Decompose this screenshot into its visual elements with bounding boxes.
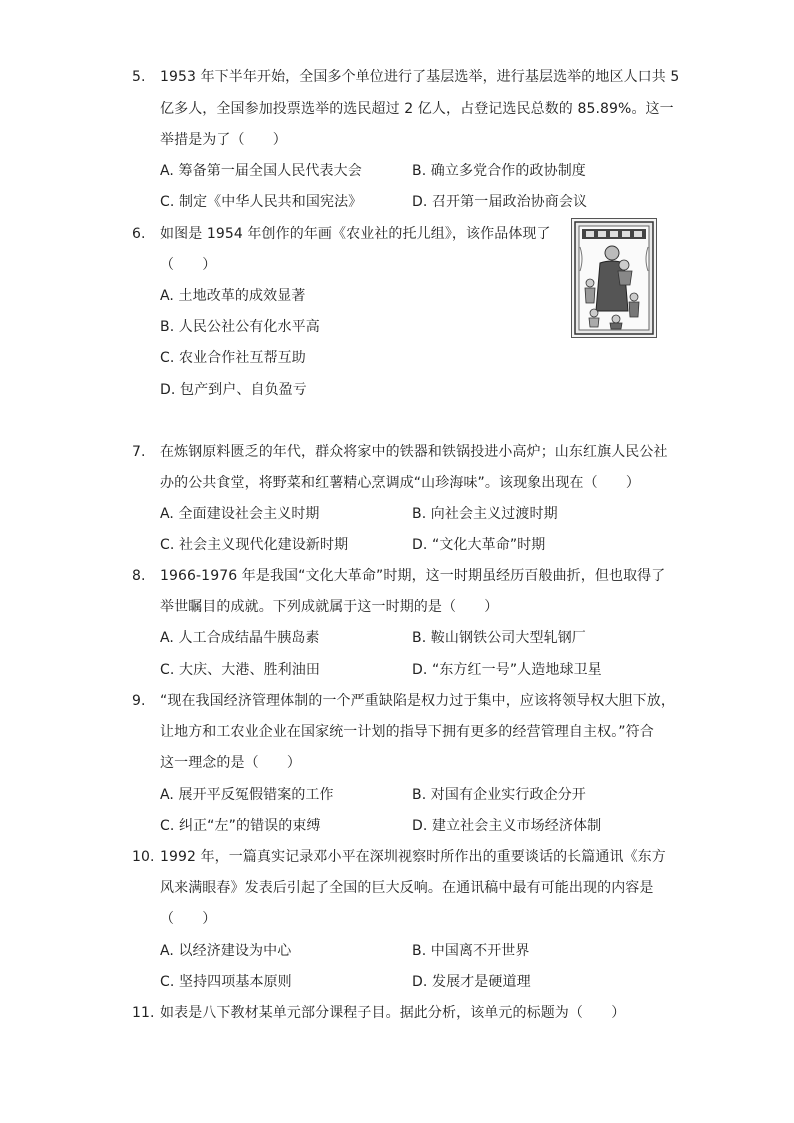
question-stem-line: 风来满眼春》发表后引起了全国的巨大反响。在通讯稿中最有可能出现的内容是 bbox=[160, 880, 654, 896]
question-number: 7. bbox=[132, 444, 146, 460]
option-c: C. 制定《中华人民共和国宪法》 bbox=[160, 194, 363, 210]
option-b: B. 对国有企业实行政企分开 bbox=[412, 787, 586, 803]
option-a: A. 展开平反冤假错案的工作 bbox=[160, 787, 334, 803]
question-stem-line: 在炼钢原料匮乏的年代，群众将家中的铁器和铁锅投进小高炉；山东红旗人民公社 bbox=[160, 444, 668, 460]
question-stem-line: 这一理念的是（ ） bbox=[160, 755, 301, 771]
question-number: 10. bbox=[132, 849, 155, 865]
option-a: A. 全面建设社会主义时期 bbox=[160, 506, 320, 522]
question-number: 9. bbox=[132, 693, 146, 709]
question-stem-line: 举世瞩目的成就。下列成就属于这一时期的是（ ） bbox=[160, 599, 499, 615]
question-number: 5. bbox=[132, 69, 146, 85]
option-c: C. 坚持四项基本原则 bbox=[160, 974, 292, 990]
option-d: D. 发展才是硬道理 bbox=[412, 974, 531, 990]
option-d: D. 建立社会主义市场经济体制 bbox=[412, 818, 602, 834]
option-b: B. 确立多党合作的政协制度 bbox=[412, 163, 586, 179]
option-b: B. 人民公社公有化水平高 bbox=[160, 319, 320, 335]
question-stem-line: 让地方和工农业企业在国家统一计划的指导下拥有更多的经营管理自主权。”符合 bbox=[160, 724, 654, 740]
new-year-painting-image bbox=[571, 218, 657, 338]
option-d: D. 包产到户、自负盈亏 bbox=[160, 382, 307, 398]
question-stem-line: 亿多人，全国参加投票选举的选民超过 2 亿人，占登记选民总数的 85.89%。这一 bbox=[160, 101, 674, 117]
option-d: D. “东方红一号”人造地球卫星 bbox=[412, 662, 602, 678]
option-d: D. 召开第一届政治协商会议 bbox=[412, 194, 588, 210]
question-stem-line: “现在我国经济管理体制的一个严重缺陷是权力过于集中，应该将领导权大胆下放， bbox=[160, 693, 675, 709]
question-number: 6. bbox=[132, 226, 146, 242]
option-b: B. 鞍山钢铁公司大型轧钢厂 bbox=[412, 630, 586, 646]
option-a: A. 人工合成结晶牛胰岛素 bbox=[160, 630, 320, 646]
option-b: B. 向社会主义过渡时期 bbox=[412, 506, 558, 522]
question-number: 8. bbox=[132, 568, 146, 584]
question-stem-line: 如表是八下教材某单元部分课程子目。据此分析，该单元的标题为（ ） bbox=[160, 1005, 626, 1021]
option-a: A. 筹备第一届全国人民代表大会 bbox=[160, 163, 362, 179]
option-d: D. “文化大革命”时期 bbox=[412, 537, 546, 553]
question-stem-line: 1953 年下半年开始，全国多个单位进行了基层选举，进行基层选举的地区人口共 5 bbox=[160, 69, 680, 85]
question-stem-line: （ ） bbox=[160, 257, 217, 273]
question-stem-line: 如图是 1954 年创作的年画《农业社的托儿组》，该作品体现了 bbox=[160, 226, 551, 242]
option-c: C. 纠正“左”的错误的束缚 bbox=[160, 818, 321, 834]
question-stem-line: 举措是为了（ ） bbox=[160, 132, 287, 148]
option-a: A. 以经济建设为中心 bbox=[160, 943, 292, 959]
option-b: B. 中国离不开世界 bbox=[412, 943, 530, 959]
question-stem-line: 1992 年，一篇真实记录邓小平在深圳视察时所作出的重要谈话的长篇通讯《东方 bbox=[160, 849, 666, 865]
question-stem-line: 1966-1976 年是我国“文化大革命”时期，这一时期虽经历百般曲折，但也取得了 bbox=[160, 568, 666, 584]
option-c: C. 社会主义现代化建设新时期 bbox=[160, 537, 349, 553]
option-a: A. 土地改革的成效显著 bbox=[160, 288, 306, 304]
question-stem-line: 办的公共食堂，将野菜和红薯精心烹调成“山珍海味”。该现象出现在（ ） bbox=[160, 475, 641, 491]
question-stem-line: （ ） bbox=[160, 911, 217, 927]
option-c: C. 大庆、大港、胜利油田 bbox=[160, 662, 320, 678]
option-c: C. 农业合作社互帮互助 bbox=[160, 350, 306, 366]
painting-illustration bbox=[572, 219, 656, 337]
question-number: 11. bbox=[132, 1005, 155, 1021]
